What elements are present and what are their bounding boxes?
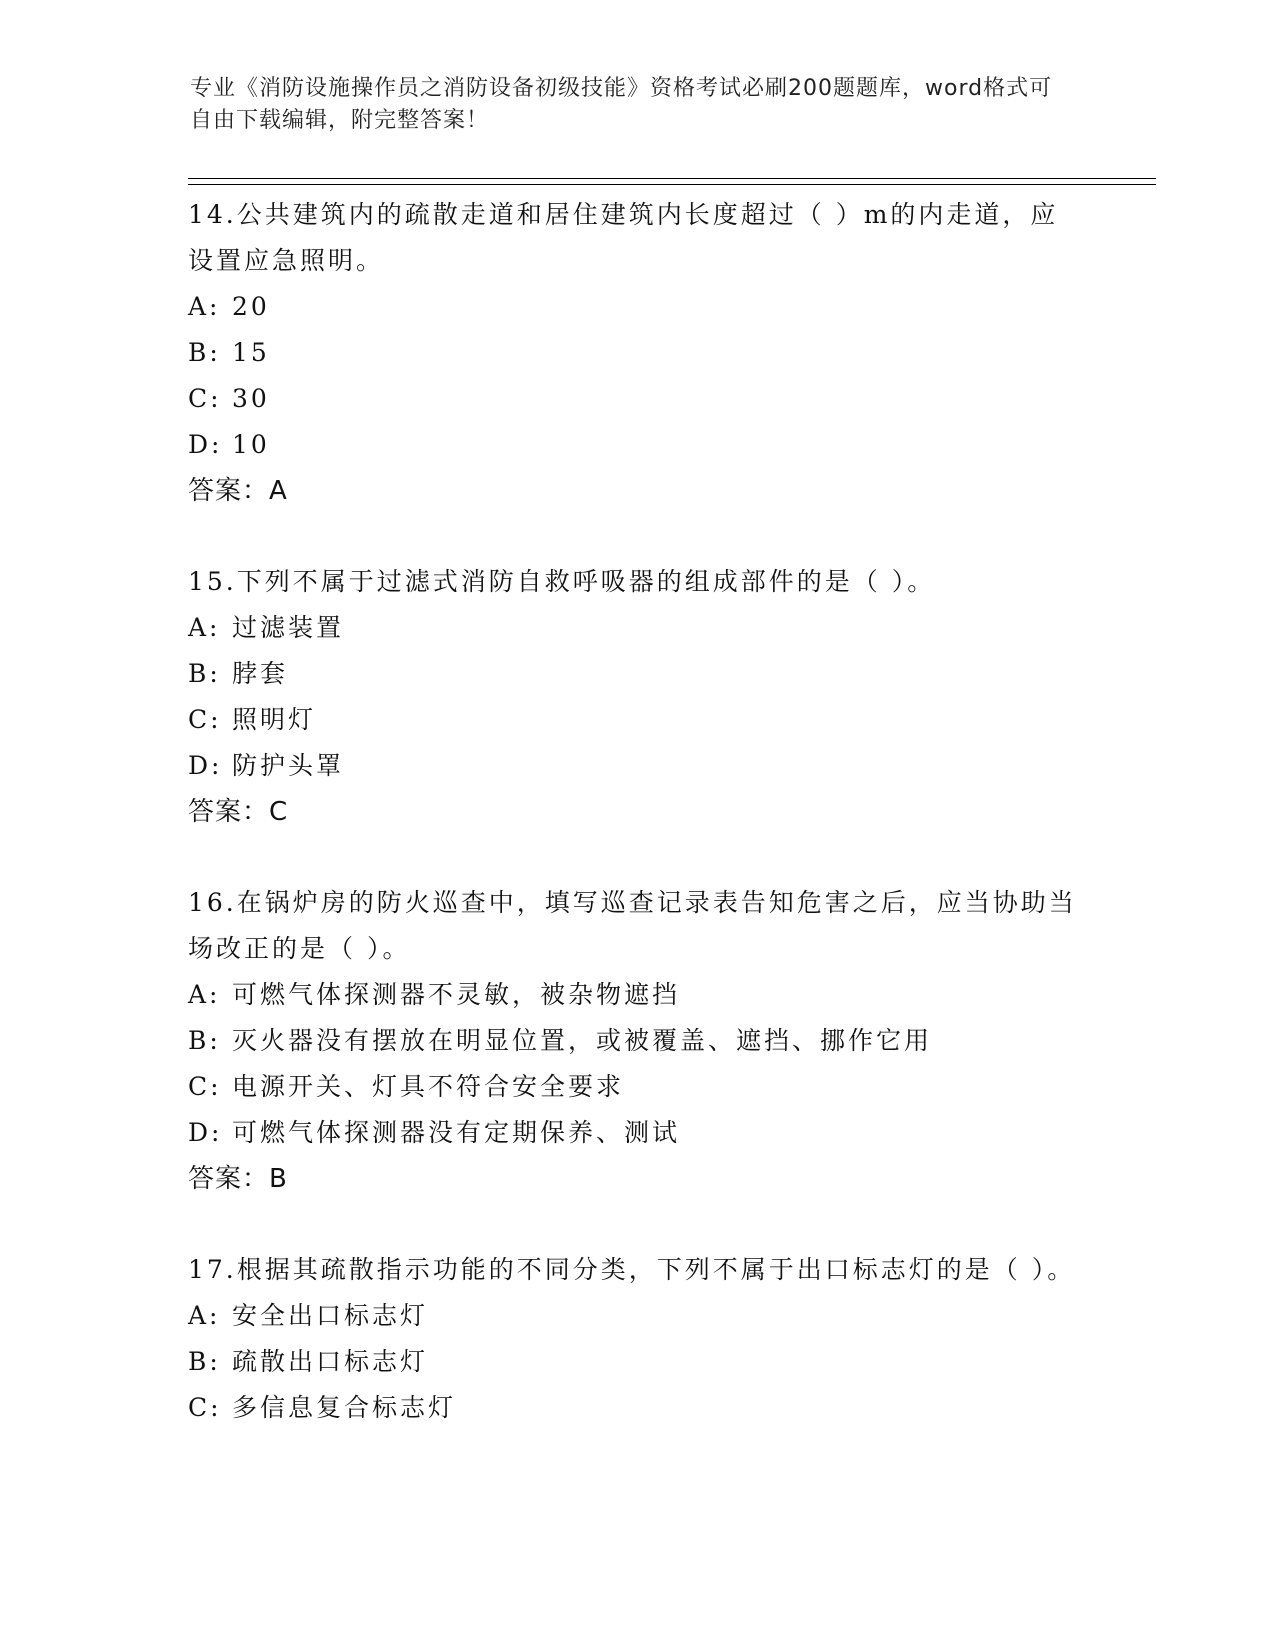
- option-key: A:: [188, 613, 221, 642]
- question-16: [188, 880, 1078, 1202]
- option-text: 灭火器没有摆放在明显位置，或被覆盖、遮挡、挪作它用: [232, 1026, 933, 1055]
- option-b: [188, 330, 1078, 376]
- question-stem: 16.在锅炉房的防火巡查中，填写巡查记录表告知危害之后，应当协助当场改正的是（ ）。: [188, 888, 1077, 963]
- option-key: B:: [188, 1026, 221, 1055]
- answer: 答案：B: [188, 1164, 288, 1194]
- question-17: [188, 1247, 1078, 1431]
- option-d: [188, 743, 1078, 789]
- option-key: D:: [188, 1118, 223, 1147]
- option-key: A:: [188, 980, 221, 1009]
- option-text: 可燃气体探测器不灵敏，被杂物遮挡: [232, 980, 681, 1009]
- option-b: [188, 1339, 1078, 1385]
- question-15: [188, 559, 1078, 835]
- option-d: [188, 1110, 1078, 1156]
- option-key: C:: [188, 1393, 222, 1422]
- option-key: C:: [188, 384, 222, 413]
- header-divider-bottom: [188, 184, 1156, 185]
- option-d: [188, 422, 1078, 468]
- option-text: 电源开关、灯具不符合安全要求: [232, 1072, 625, 1101]
- option-text: 10: [232, 430, 270, 459]
- option-key: B:: [188, 1347, 221, 1376]
- option-text: 照明灯: [232, 705, 317, 734]
- answer: 答案：C: [188, 797, 289, 827]
- option-text: 可燃气体探测器没有定期保养、测试: [232, 1118, 681, 1147]
- header-divider-top: [188, 178, 1156, 179]
- document-header: 专业《消防设施操作员之消防设备初级技能》资格考试必刷200题题库，word格式可自由下载编辑，附完整答案！: [190, 76, 1053, 133]
- option-key: B:: [188, 338, 221, 367]
- question-14: [188, 192, 1078, 514]
- option-text: 防护头罩: [232, 751, 345, 780]
- option-c: [188, 1064, 1078, 1110]
- option-text: 过滤装置: [232, 613, 345, 642]
- option-c: [188, 1385, 1078, 1431]
- question-stem: 17.根据其疏散指示功能的不同分类，下列不属于出口标志灯的是（ ）。: [188, 1255, 1076, 1284]
- option-key: D:: [188, 751, 223, 780]
- option-key: B:: [188, 659, 221, 688]
- answer: 答案：A: [188, 476, 288, 506]
- option-c: [188, 376, 1078, 422]
- question-list: [188, 192, 1078, 1476]
- option-b: [188, 651, 1078, 697]
- option-a: [188, 605, 1078, 651]
- option-key: D:: [188, 430, 223, 459]
- option-key: A:: [188, 1301, 221, 1330]
- option-text: 30: [232, 384, 270, 413]
- option-text: 20: [232, 292, 270, 321]
- option-text: 安全出口标志灯: [232, 1301, 429, 1330]
- option-key: C:: [188, 705, 222, 734]
- option-a: [188, 1293, 1078, 1339]
- option-text: 15: [232, 338, 270, 367]
- question-stem: 15.下列不属于过滤式消防自救呼吸器的组成部件的是（ ）。: [188, 567, 936, 596]
- option-key: A:: [188, 292, 221, 321]
- option-a: [188, 284, 1078, 330]
- option-b: [188, 1018, 1078, 1064]
- question-stem: 14.公共建筑内的疏散走道和居住建筑内长度超过（ ）m的内走道，应设置应急照明。: [188, 200, 1059, 275]
- option-a: [188, 972, 1078, 1018]
- option-text: 疏散出口标志灯: [232, 1347, 429, 1376]
- option-key: C:: [188, 1072, 222, 1101]
- option-text: 多信息复合标志灯: [232, 1393, 457, 1422]
- option-c: [188, 697, 1078, 743]
- option-text: 脖套: [232, 659, 289, 688]
